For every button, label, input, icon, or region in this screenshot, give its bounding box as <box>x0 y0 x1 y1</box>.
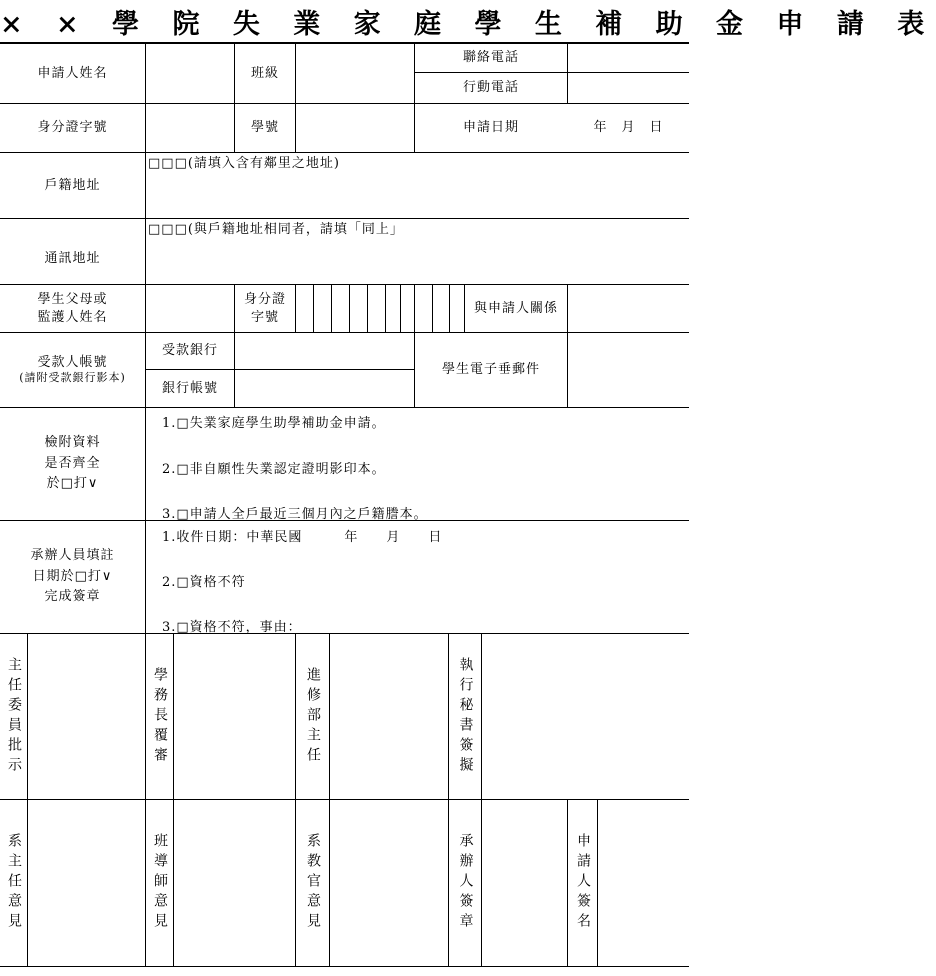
vline <box>400 284 401 332</box>
label-bank-account: 銀行帳號 <box>161 380 218 396</box>
id-number-field[interactable] <box>146 104 234 152</box>
vline <box>145 152 146 284</box>
mentor-opinion-field[interactable] <box>174 800 295 966</box>
vline <box>385 284 386 332</box>
label-payee-account-line1: 受款人帳號 <box>37 354 108 370</box>
student-id-field[interactable] <box>296 104 414 152</box>
label-student-id: 學號 <box>250 120 279 136</box>
label-mentor-opinion: 班導師意見 <box>151 833 168 933</box>
apply-date-field[interactable]: 年 月 日 <box>593 120 664 136</box>
label-handler-notes-line1: 承辦人員填註 <box>30 547 115 563</box>
label-executive-secretary: 執行秘書簽擬 <box>457 656 474 777</box>
label-class: 班級 <box>250 65 279 81</box>
household-address-field[interactable]: □□□(請填入含有鄰里之地址) <box>148 156 340 171</box>
attachment-item-1[interactable]: 1.□失業家庭學生助學補助金申請。 <box>162 416 386 431</box>
label-handler-notes-line3: 完成簽章 <box>44 589 101 605</box>
label-parent-name <box>0 285 145 332</box>
label-parent-id-card-line1: 身分證 <box>243 291 286 307</box>
dept-head-opinion-field[interactable] <box>28 800 145 966</box>
applicant-name-field[interactable] <box>146 44 234 103</box>
extension-director-field[interactable] <box>330 634 448 799</box>
label-household-address: 戶籍地址 <box>44 177 101 193</box>
contact-phone-field[interactable] <box>568 44 689 72</box>
label-parent-name-line1: 學生父母或 <box>37 291 108 307</box>
parent-name-field[interactable] <box>146 285 234 332</box>
label-applicant-signature: 申請人簽名 <box>574 833 591 933</box>
vline <box>367 284 368 332</box>
vline <box>449 284 450 332</box>
label-handler-notes-line2: 日期於□打∨ <box>32 568 113 584</box>
bank-field[interactable] <box>235 333 414 369</box>
bank-account-field[interactable] <box>235 370 414 407</box>
applicant-signature-field[interactable] <box>598 800 689 966</box>
handler-item-3[interactable]: 3.□資格不符，事由： <box>162 620 302 635</box>
label-attachments-line3: 於□打∨ <box>46 476 99 492</box>
label-chair-approval: 主任委員批示 <box>5 656 22 777</box>
label-relation: 與申請人關係 <box>473 300 558 316</box>
label-dean-review: 學務長覆審 <box>151 666 168 767</box>
label-instructor-opinion: 系教官意見 <box>304 833 321 933</box>
handler-item-1[interactable]: 1.收件日期：中華民國 年 月 日 <box>162 530 443 545</box>
form-title: × × 學 院 失 業 家 庭 學 生 補 助 金 申 請 表 <box>0 9 936 40</box>
handler-signature-field[interactable] <box>482 800 567 966</box>
dean-review-field[interactable] <box>174 634 295 799</box>
executive-secretary-field[interactable] <box>482 634 689 799</box>
label-attachments-line1: 檢附資料 <box>44 434 101 450</box>
label-payee-account <box>0 333 145 407</box>
vline <box>414 284 415 332</box>
label-parent-id-card <box>235 285 295 332</box>
label-attachments <box>0 408 145 520</box>
label-handler-notes <box>0 521 145 633</box>
vline <box>432 284 433 332</box>
email-field[interactable] <box>568 333 689 407</box>
label-handler-signature: 承辦人簽章 <box>457 833 474 933</box>
vline <box>331 284 332 332</box>
label-applicant-name: 申請人姓名 <box>37 65 108 81</box>
label-bank: 受款銀行 <box>161 343 218 359</box>
label-mobile-phone: 行動電話 <box>462 80 519 96</box>
vline <box>349 284 350 332</box>
label-mailing-address: 通訊地址 <box>44 250 101 266</box>
mailing-address-field[interactable]: □□□(與戶籍地址相同者，請填「同上」 <box>148 222 404 237</box>
vline <box>295 284 296 332</box>
mobile-phone-field[interactable] <box>568 73 689 103</box>
label-id-number: 身分證字號 <box>37 120 108 136</box>
label-parent-name-line2: 監護人姓名 <box>37 309 108 325</box>
attachment-item-3[interactable]: 3.□申請人全戶最近三個月內之戶籍謄本。 <box>162 507 428 522</box>
handler-item-2[interactable]: 2.□資格不符 <box>162 575 246 590</box>
attachment-item-2[interactable]: 2.□非自願性失業認定證明影印本。 <box>162 462 386 477</box>
label-attachments-line2: 是否齊全 <box>44 455 101 471</box>
vline <box>313 284 314 332</box>
instructor-opinion-field[interactable] <box>330 800 448 966</box>
label-email: 學生電子垂郵件 <box>441 362 540 378</box>
hline <box>0 966 689 967</box>
class-field[interactable] <box>296 44 414 103</box>
label-dept-head-opinion: 系主任意見 <box>5 833 22 933</box>
label-contact-phone: 聯絡電話 <box>462 50 519 66</box>
label-apply-date: 申請日期 <box>462 120 519 136</box>
label-extension-director: 進修部主任 <box>304 666 321 767</box>
label-parent-id-card-line2: 字號 <box>250 309 279 325</box>
chair-approval-field[interactable] <box>28 634 145 799</box>
relation-field[interactable] <box>568 285 689 332</box>
label-payee-account-line2: (請附受款銀行影本) <box>19 371 126 385</box>
vline <box>145 407 146 633</box>
